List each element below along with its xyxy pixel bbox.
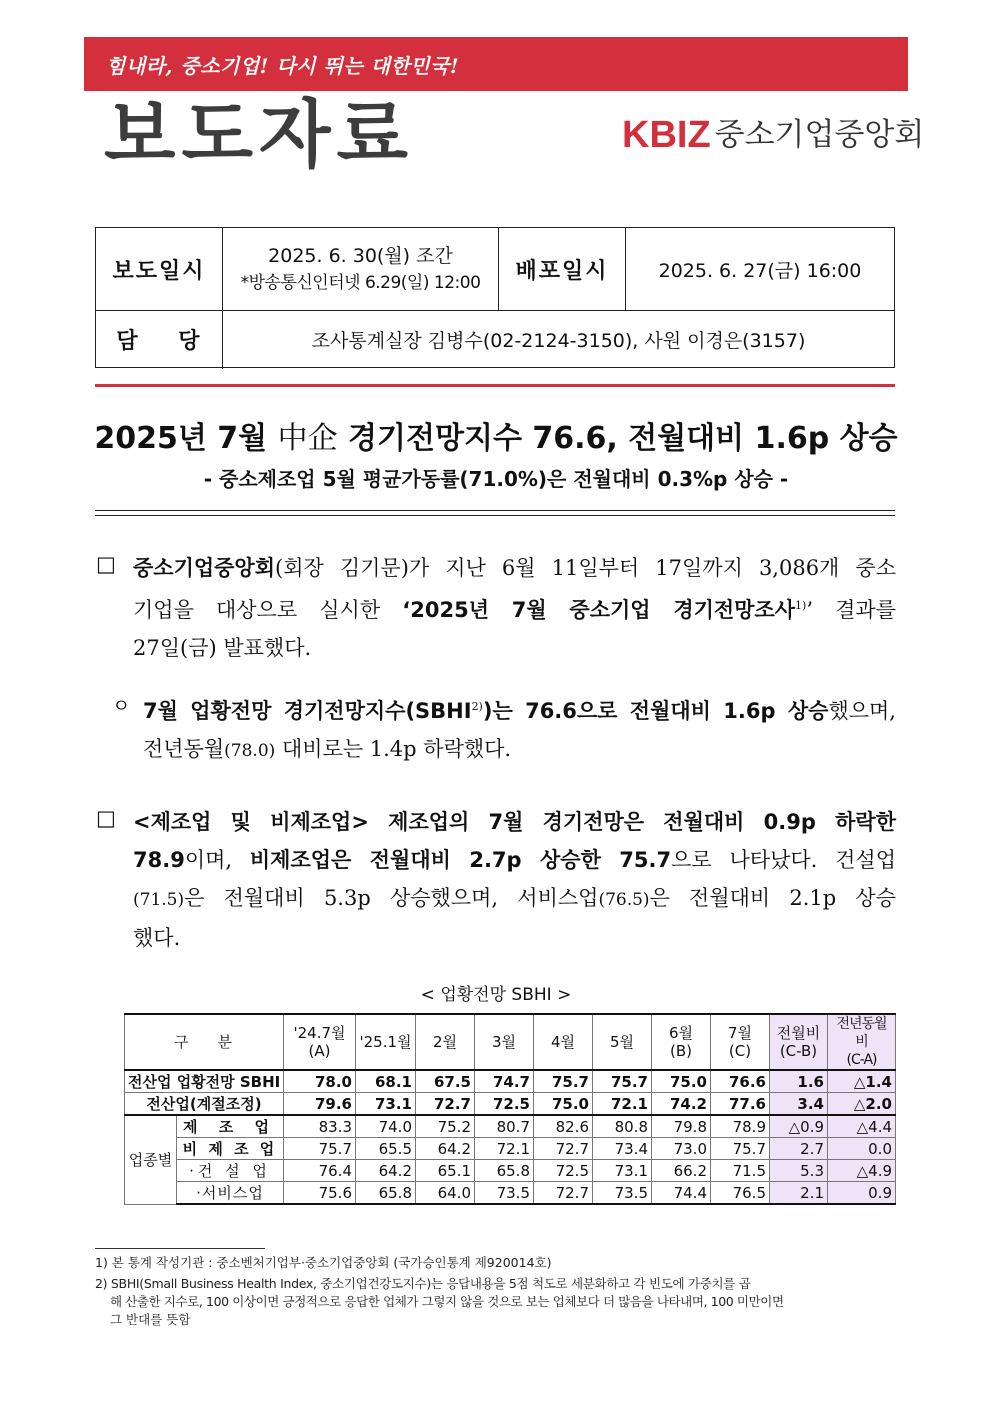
- p2-l2a: 전년동월: [143, 737, 225, 761]
- group-label: 업종별: [125, 1115, 177, 1204]
- p3-l3sm: (71.5): [133, 890, 185, 910]
- paragraph2-mark: ㅇ: [112, 695, 131, 717]
- release-date-main: 2025. 6. 30(월) 조간: [268, 245, 453, 267]
- footnote-2: [95, 1275, 895, 1329]
- p1-l3: 27일(금) 발표했다.: [133, 636, 312, 660]
- headline-part3: 경기전망지수 76.6, 전월대비 1.6p 상승: [337, 421, 898, 456]
- p2-l1c: 했으며,: [828, 699, 896, 723]
- headline-part2: 中企: [277, 421, 338, 456]
- divider-top: [95, 510, 895, 511]
- headline: [0, 413, 992, 457]
- footnote-2-line1: 2) SBHI(Small Business Health Index, 중소기업건강도지수)는 응답내용을 5점 척도로 세분화하고 각 빈도에 가중치를 곱: [95, 1276, 751, 1291]
- p1-l2c: ’ 결과를: [806, 598, 897, 622]
- header-col-may: 5월: [593, 1014, 652, 1070]
- p3-l2c: 으로 나타났다. 건설업: [671, 848, 896, 872]
- divider-bottom: [95, 515, 895, 516]
- p1-l1: (회장 김기문)가 지난 6월 11일부터 17일까지 3,086개 중소: [275, 556, 896, 580]
- header-col-jul: 7월 (C): [711, 1014, 770, 1070]
- contact-value: 조사통계실장 김병수(02-2124-3150), 사원 이경은(3157): [311, 330, 806, 352]
- p3-line4: [133, 919, 896, 957]
- p2-l1b: 7월 업황전망 경기전망지수(SBHI: [143, 699, 472, 723]
- table-row: 비 제 조 업 75.7 65.5 64.2 72.1 72.7 73.4 73.0 75.7 2.7 0.0: [125, 1138, 896, 1160]
- header-col-mom: 전월비 (C-B): [770, 1014, 828, 1070]
- row-label: 제 조 업: [177, 1115, 284, 1138]
- document-type-title: 보도자료: [104, 92, 414, 178]
- p3-l2b: 78.9: [133, 848, 185, 872]
- logo-org-name: 중소기업중앙회: [714, 116, 925, 153]
- footnote-divider: [95, 1248, 265, 1249]
- p3-line1: [133, 803, 896, 841]
- paragraph-1: [133, 549, 896, 667]
- row-label: ·건 설 업: [177, 1160, 284, 1182]
- release-date-broadcast: *방송통신인터넷 6.29(일) 12:00: [240, 273, 481, 293]
- table-row: 전산업(계절조정) 79.6 73.1 72.7 72.5 75.0 72.1 74.2 77.6 3.4 △2.0: [125, 1093, 896, 1116]
- header-col-jun: 6월 (B): [652, 1014, 711, 1070]
- headline-part1: 2025년 7월: [94, 421, 278, 456]
- p2-line1: [143, 688, 896, 730]
- footnote-2-line3: 그 반대를 뜻함: [110, 1312, 191, 1327]
- header-col-apr: 4월: [534, 1014, 593, 1070]
- p2-line2: [143, 730, 896, 770]
- p1-sup: 1): [795, 599, 807, 612]
- p1-l2b: ‘2025년 7월 중소기업 경기전망조사: [402, 598, 796, 622]
- p1-line2: [133, 587, 896, 629]
- subheadline: - 중소제조업 5월 평균가동률(71.0%)은 전월대비 0.3%p 상승 -: [203, 467, 789, 491]
- logo-brand: KBIZ: [622, 114, 711, 156]
- table-title: < 업황전망 SBHI >: [420, 985, 572, 1005]
- release-info-box: [95, 227, 895, 368]
- red-divider: [95, 384, 895, 387]
- header-col-yoy: 전년동월비 (C-A): [828, 1014, 896, 1070]
- p1-line1: [133, 549, 896, 587]
- distribute-date-label: 배포일시: [515, 258, 609, 284]
- table-row: ·건 설 업 76.4 64.2 65.1 65.8 72.5 73.1 66.2 71.5 5.3 △4.9: [125, 1160, 896, 1182]
- p1-org: 중소기업중앙회: [133, 556, 276, 580]
- paragraph3-mark: □: [96, 806, 116, 830]
- p3-line3: [133, 879, 896, 919]
- p3-l4: 했다.: [133, 926, 181, 950]
- header-col-2501: '25.1월: [356, 1014, 416, 1070]
- p3-l2a: 이며,: [184, 848, 250, 872]
- table-row: 전산업 업황전망 SBHI 78.0 68.1 67.5 74.7 75.7 75.7 75.0 76.6 1.6 △1.4: [125, 1070, 896, 1093]
- header-col-mar: 3월: [475, 1014, 534, 1070]
- footnote-1: 1) 본 통계 작성기관 : 중소벤처기업부·중소기업중앙회 (국가승인통계 제920014호): [95, 1255, 552, 1270]
- kbiz-logo: [622, 116, 924, 154]
- paragraph-3: [133, 803, 896, 957]
- header-gubun: 구 분: [125, 1014, 284, 1070]
- release-date-label: 보도일시: [112, 258, 206, 284]
- contact-label: 담 당: [116, 329, 202, 354]
- header-col-feb: 2월: [416, 1014, 475, 1070]
- table-row: ·서비스업 75.6 65.8 64.0 73.5 72.7 73.5 74.4 76.5 2.1 0.9: [125, 1182, 896, 1205]
- slogan-text: 힘내라, 중소기업! 다시 뛰는 대한민국!: [106, 54, 460, 78]
- p2-l1b2: )는 76.6으로 전월대비 1.6p 상승: [482, 699, 829, 723]
- p3-l3a: 은 전월대비 5.3p 상승했으며, 서비스업: [184, 886, 599, 910]
- p3-l2b2: 비제조업은 전월대비 2.7p 상승한 75.7: [249, 848, 672, 872]
- table-header-row: [125, 1014, 896, 1070]
- p3-l3sm2: (76.5): [598, 890, 650, 910]
- p2-l2sm: (78.0): [224, 741, 276, 761]
- paragraph1-mark: □: [96, 552, 116, 576]
- footnote-2-line2: 해 산출한 지수로, 100 이상이면 긍정적으로 응답한 업체가 그렇지 않을 것으로 보는 업체보다 더 많음을 나타내며, 100 미만이면: [110, 1294, 784, 1309]
- slogan-banner: [84, 37, 908, 91]
- p3-l3b: 은 전월대비 2.1p 상승: [649, 886, 896, 910]
- release-date-value: [223, 228, 498, 310]
- table-row: 업종별 제 조 업 83.3 74.0 75.2 80.7 82.6 80.8 79.8 78.9 △0.9 △4.4: [125, 1115, 896, 1138]
- paragraph-2: [143, 688, 896, 770]
- distribute-date-value: 2025. 6. 27(금) 16:00: [658, 259, 862, 282]
- p2-sup: 2): [471, 700, 483, 713]
- p3-line2: [133, 841, 896, 879]
- header-col-2407: '24.7월 (A): [284, 1014, 356, 1070]
- p3-l1b: <제조업 및 비제조업> 제조업의 7월 경기전망은 전월대비 0.9p 하락한: [133, 810, 896, 834]
- p1-l2a: 기업을 대상으로 실시한: [133, 598, 403, 622]
- row-label: 비 제 조 업: [177, 1138, 284, 1160]
- sbhi-table: [124, 1013, 896, 1205]
- row-label: 전산업 업황전망 SBHI: [125, 1070, 284, 1093]
- p1-line3: [133, 629, 896, 667]
- row-label: ·서비스업: [177, 1182, 284, 1205]
- row-label: 전산업(계절조정): [125, 1093, 284, 1116]
- p2-l2b: 대비로는 1.4p 하락했다.: [275, 737, 512, 761]
